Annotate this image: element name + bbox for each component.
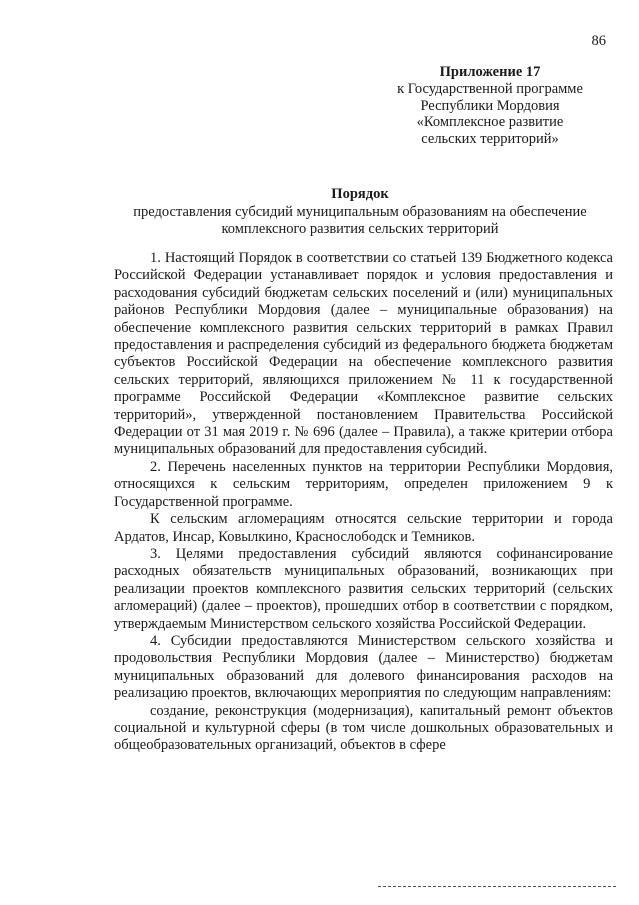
title-heading: Порядок: [331, 186, 389, 202]
title-line: предоставления субсидий муниципальным образованиям на обеспечение: [133, 203, 587, 220]
paragraph: 3. Целями предоставления субсидий являются софинансирование расходных обязательств муниципальных образований, возникающих при реализации проектов комплексного развития сельских территорий (сельских агломераций) (далее – проектов), прошедших отбор в соответствии с порядком, утверждаемым Министерством сельского хозяйства Российской Федерации.: [114, 545, 613, 632]
document-body: [114, 250, 613, 755]
paragraph: 4. Субсидии предоставляются Министерством сельского хозяйства и продовольствия Республики Мордовия (далее – Министерство) бюджетам муниципальных образований для долевого финансирования расходов на реализацию проектов, включающих мероприятия по следующим направлениям:: [114, 632, 613, 702]
appendix-line: «Комплексное развитие: [416, 114, 564, 131]
page-number: 86: [591, 33, 606, 49]
paragraph: 1. Настоящий Порядок в соответствии со статьей 139 Бюджетного кодекса Российской Федерации устанавливает порядок и условия предоставления и расходования субсидий бюджетам сельских поселений и (или) муниципальных районов Республики Мордовия (далее – муниципальные образования) на обеспечение комплексного развития сельских территорий в рамках Правил предоставления и распределения субсидий из федерального бюджета бюджетам субъектов Российской Федерации на обеспечение комплексного развития сельских территорий, являющихся приложением № 11 к государственной программе Российской Федерации «Комплексное развитие сельских территорий», утвержденной постановлением Правительства Российской Федерации от 31 мая 2019 г. № 696 (далее – Правила), а также критерии отбора муниципальных образований для предоставления субсидий.: [114, 250, 613, 458]
appendix-block: [360, 64, 620, 148]
title-line: комплексного развития сельских территорий: [221, 220, 499, 237]
document-title: [110, 186, 610, 237]
paragraph: создание, реконструкция (модернизация), капитальный ремонт объектов социальной и культурной сферы (в том числе дошкольных образовательных и общеобразовательных организаций, объектов в сфере: [114, 702, 613, 754]
appendix-line: сельских территорий»: [421, 131, 559, 148]
appendix-heading: Приложение 17: [439, 64, 541, 80]
appendix-line: Республики Мордовия: [420, 97, 560, 114]
paragraph: К сельским агломерациям относятся сельские территории и города Ардатов, Инсар, Ковылкино, Краснослободск и Темников.: [114, 511, 613, 545]
paragraph: 2. Перечень населенных пунктов на территории Республики Мордовия, относящихся к сельским территориям, определен приложением 9 к Государственной программе.: [114, 458, 613, 510]
scan-edge-line: [378, 886, 616, 887]
appendix-line: к Государственной программе: [397, 80, 583, 97]
